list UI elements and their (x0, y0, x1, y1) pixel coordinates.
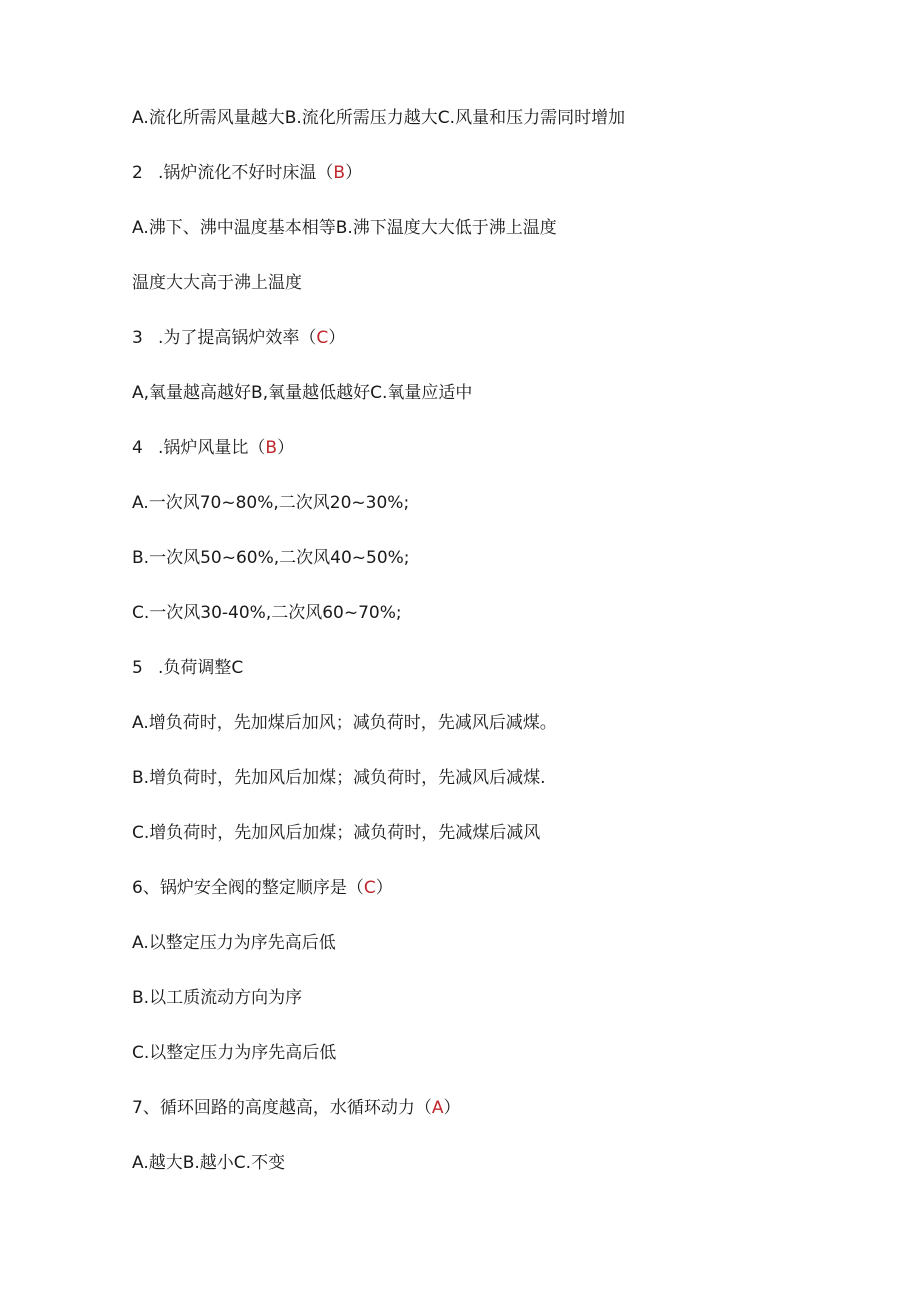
question-4 (132, 437, 294, 459)
option-line-q4c (132, 602, 402, 624)
option-line-q5a (132, 712, 557, 734)
question-number: 5 (132, 658, 143, 678)
line-text: A,氧量越高越好B,氧量越低越好C.氧量应适中 (132, 383, 473, 403)
option-line-q2a (132, 217, 557, 239)
line-text: A.流化所需风量越大B.流化所需压力越大C.风量和压力需同时增加 (132, 108, 626, 128)
answer-letter: B (333, 163, 346, 183)
option-line-q2b (132, 272, 302, 294)
question-number: 4 (132, 438, 143, 458)
line-text: C.一次风30-40%,二次风60~70%; (132, 603, 402, 623)
close-paren: ） (443, 1098, 461, 1118)
answer-letter: C (363, 878, 376, 898)
question-text: 6、锅炉安全阀的整定顺序是（ (132, 878, 364, 898)
answer-letter: C (316, 328, 329, 348)
question-text: .负荷调整C (158, 658, 244, 678)
close-paren: ） (375, 878, 393, 898)
option-line-q5b (132, 767, 545, 789)
line-text: B.增负荷时，先加风后加煤；减负荷时，先减风后减煤. (132, 768, 546, 788)
question-number: 3 (132, 328, 143, 348)
option-line-q6a (132, 932, 336, 954)
question-7 (132, 1097, 460, 1119)
option-line-q4b (132, 547, 410, 569)
close-paren: ） (328, 328, 346, 348)
question-text: .锅炉风量比（ (158, 438, 266, 458)
line-text: 温度大大高于沸上温度 (132, 273, 302, 293)
option-line-q6b (132, 987, 302, 1009)
option-line-q5c (132, 822, 540, 844)
question-text: 7、循环回路的高度越高，水循环动力（ (132, 1098, 432, 1118)
question-6 (132, 877, 393, 899)
line-text: A.增负荷时，先加煤后加风；减负荷时，先减风后减煤。 (132, 713, 557, 733)
line-text: A.以整定压力为序先高后低 (132, 933, 336, 953)
line-text: A.一次风70~80%,二次风20~30%; (132, 493, 410, 513)
answer-letter: A (431, 1098, 444, 1118)
line-text: A.越大B.越小C.不变 (132, 1153, 286, 1173)
question-text: .为了提高锅炉效率（ (158, 328, 317, 348)
close-paren: ） (277, 438, 295, 458)
line-text: C.增负荷时，先加风后加煤；减负荷时，先减煤后减风 (132, 823, 541, 843)
question-3 (132, 327, 345, 349)
close-paren: ） (345, 163, 363, 183)
question-5 (132, 657, 243, 679)
line-text: C.以整定压力为序先高后低 (132, 1043, 337, 1063)
question-2 (132, 162, 362, 184)
line-text: A.沸下、沸中温度基本相等B.沸下温度大大低于沸上温度 (132, 218, 557, 238)
option-line-q7 (132, 1152, 285, 1174)
question-text: .锅炉流化不好时床温（ (158, 163, 334, 183)
answer-letter: B (265, 438, 278, 458)
option-line-q1 (132, 107, 625, 129)
line-text: B.一次风50~60%,二次风40~50%; (132, 548, 410, 568)
option-line-q3 (132, 382, 472, 404)
line-text: B.以工质流动方向为序 (132, 988, 303, 1008)
question-number: 2 (132, 163, 143, 183)
option-line-q6c (132, 1042, 336, 1064)
option-line-q4a (132, 492, 409, 514)
